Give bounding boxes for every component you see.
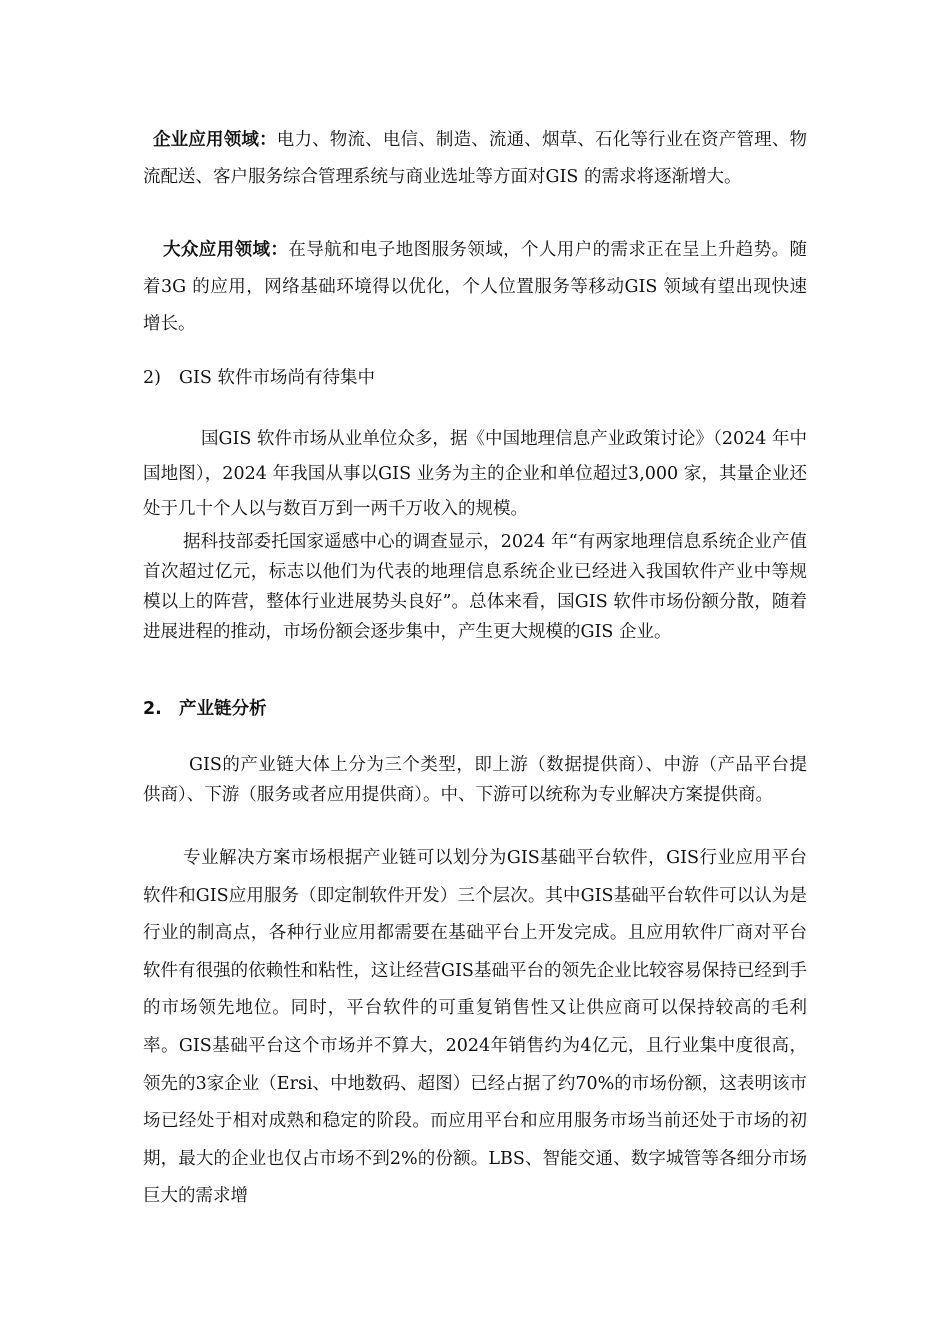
chain-paragraph-1: GIS的产业链大体上分为三个类型，即上游（数据提供商）、中游（产品平台提供商）、下游（服务或者应用提供商）。中、下游可以统称为专业解决方案提供商。: [143, 755, 807, 805]
section-title: 产业链分析: [179, 699, 267, 719]
public-apps-lead: 大众应用领域：: [163, 240, 289, 260]
subsection-number: 2): [143, 368, 161, 388]
market-paragraph-2: 据科技部委托国家遥感中心的调查显示，2024 年“有两家地理信息系统企业产值首次超过亿元，标志以他们为代表的地理信息系统企业已经进入我国软件产业中等规模以上的阵营，整体行业进展势头良好”。总体来看，国GIS 软件市场份额分散，随着进展进程的推动，市场份额会逐步集中，产生更大规模的GIS 企业。: [143, 532, 807, 642]
section-heading-industry-chain: [143, 696, 267, 722]
chain-paragraph-2: 专业解决方案市场根据产业链可以划分为GIS基础平台软件，GIS行业应用平台软件和GIS应用服务（即定制软件开发）三个层次。其中GIS基础平台软件可以认为是行业的制高点，各种行业应用都需要在基础平台上开发完成。且应用软件厂商对平台软件有很强的依赖性和粘性，这让经营GIS基础平台的领先企业比较容易保持已经到手的市场领先地位。同时，平台软件的可重复销售性又让供应商可以保持较高的毛利率。GIS基础平台这个市场并不算大，2024年销售约为4亿元，且行业集中度很高，领先的3家企业（Ersi、中地数码、超图）已经占据了约70%的市场份额，这表明该市场已经处于相对成熟和稳定的阶段。而应用平台和应用服务市场当前还处于市场的初期，最大的企业也仅占市场不到2%的份额。LBS、智能交通、数字城管等各细分市场巨大的需求增: [143, 848, 807, 1207]
subsection-heading-gis-market: [143, 366, 375, 390]
public-apps-text: 在导航和电子地图服务领域，个人用户的需求正在呈上升趋势。随着3G 的应用，网络基础环境得以优化，个人位置服务等移动GIS 领域有望出现快速增长。: [143, 240, 808, 334]
section-number: 2.: [143, 699, 162, 719]
subsection-title: GIS 软件市场尚有待集中: [179, 368, 375, 388]
enterprise-apps-paragraph: [143, 122, 807, 196]
market-paragraph-1: 国GIS 软件市场从业单位众多，据《中国地理信息产业政策讨论》（2024 年中国地图），2024 年我国从事以GIS 业务为主的企业和单位超过3,000 家，其量企业还处于几十个人以与数百万到一两千万收入的规模。: [143, 429, 807, 519]
enterprise-apps-lead: 企业应用领域：: [153, 130, 277, 150]
public-apps-paragraph: [143, 232, 807, 343]
enterprise-apps-text: 电力、物流、电信、制造、流通、烟草、石化等行业在资产管理、物流配送、客户服务综合管理系统与商业选址等方面对GIS 的需求将逐渐增大。: [143, 130, 807, 187]
